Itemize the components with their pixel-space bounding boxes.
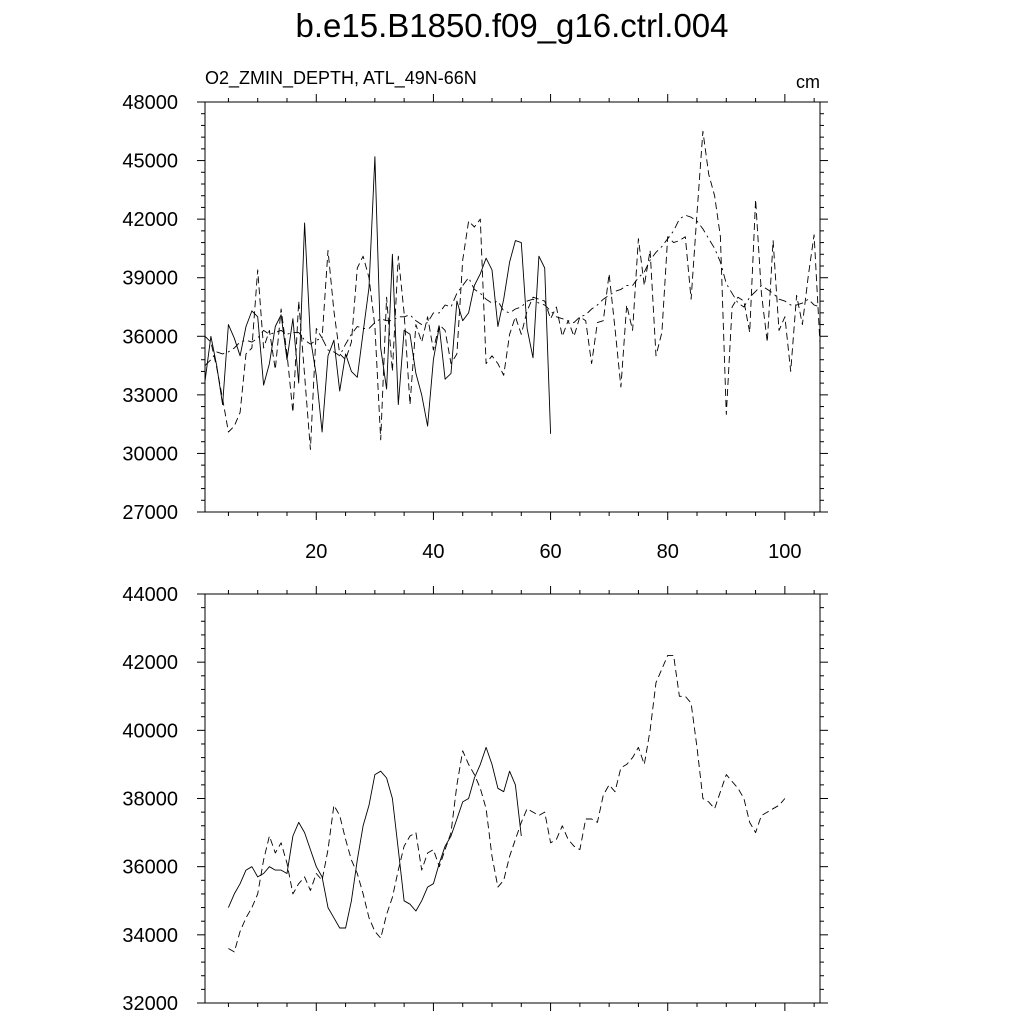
y-tick-label: 32000: [122, 993, 178, 1015]
y-tick-label: 33000: [122, 384, 178, 407]
top-panel: [122, 68, 828, 563]
y-tick-label: 40000: [122, 720, 178, 743]
plot-frame: [205, 102, 820, 512]
panel-units-label: cm: [796, 72, 820, 92]
page-title: b.e15.B1850.f09_g16.ctrl.004: [295, 7, 729, 44]
x-tick-label: 20: [305, 541, 328, 563]
series-line-solid: [205, 157, 551, 434]
bottom-panel: [122, 584, 828, 1015]
y-tick-label: 36000: [122, 326, 178, 349]
series-line-dashed: [228, 655, 785, 952]
y-tick-label: 44000: [122, 584, 178, 606]
y-tick-label: 38000: [122, 788, 178, 811]
y-tick-label: 48000: [122, 92, 178, 114]
y-tick-label: 36000: [122, 856, 178, 879]
plot-frame: [205, 594, 820, 1003]
y-tick-label: 27000: [122, 502, 178, 524]
x-tick-label: 100: [768, 541, 802, 563]
y-tick-label: 39000: [122, 267, 178, 290]
x-tick-label: 40: [422, 541, 445, 563]
y-tick-label: 30000: [122, 443, 178, 466]
y-tick-label: 42000: [122, 209, 178, 232]
series-line-dashed: [205, 131, 820, 449]
y-tick-label: 45000: [122, 150, 178, 173]
series-line-solid: [228, 747, 521, 928]
panel-left-label: O2_ZMIN_DEPTH, ATL_49N-66N: [205, 68, 477, 88]
x-tick-label: 80: [656, 541, 679, 563]
x-tick-label: 60: [539, 541, 562, 563]
y-tick-label: 34000: [122, 924, 178, 947]
series-line-dashdot: [205, 215, 820, 365]
y-tick-label: 42000: [122, 652, 178, 675]
